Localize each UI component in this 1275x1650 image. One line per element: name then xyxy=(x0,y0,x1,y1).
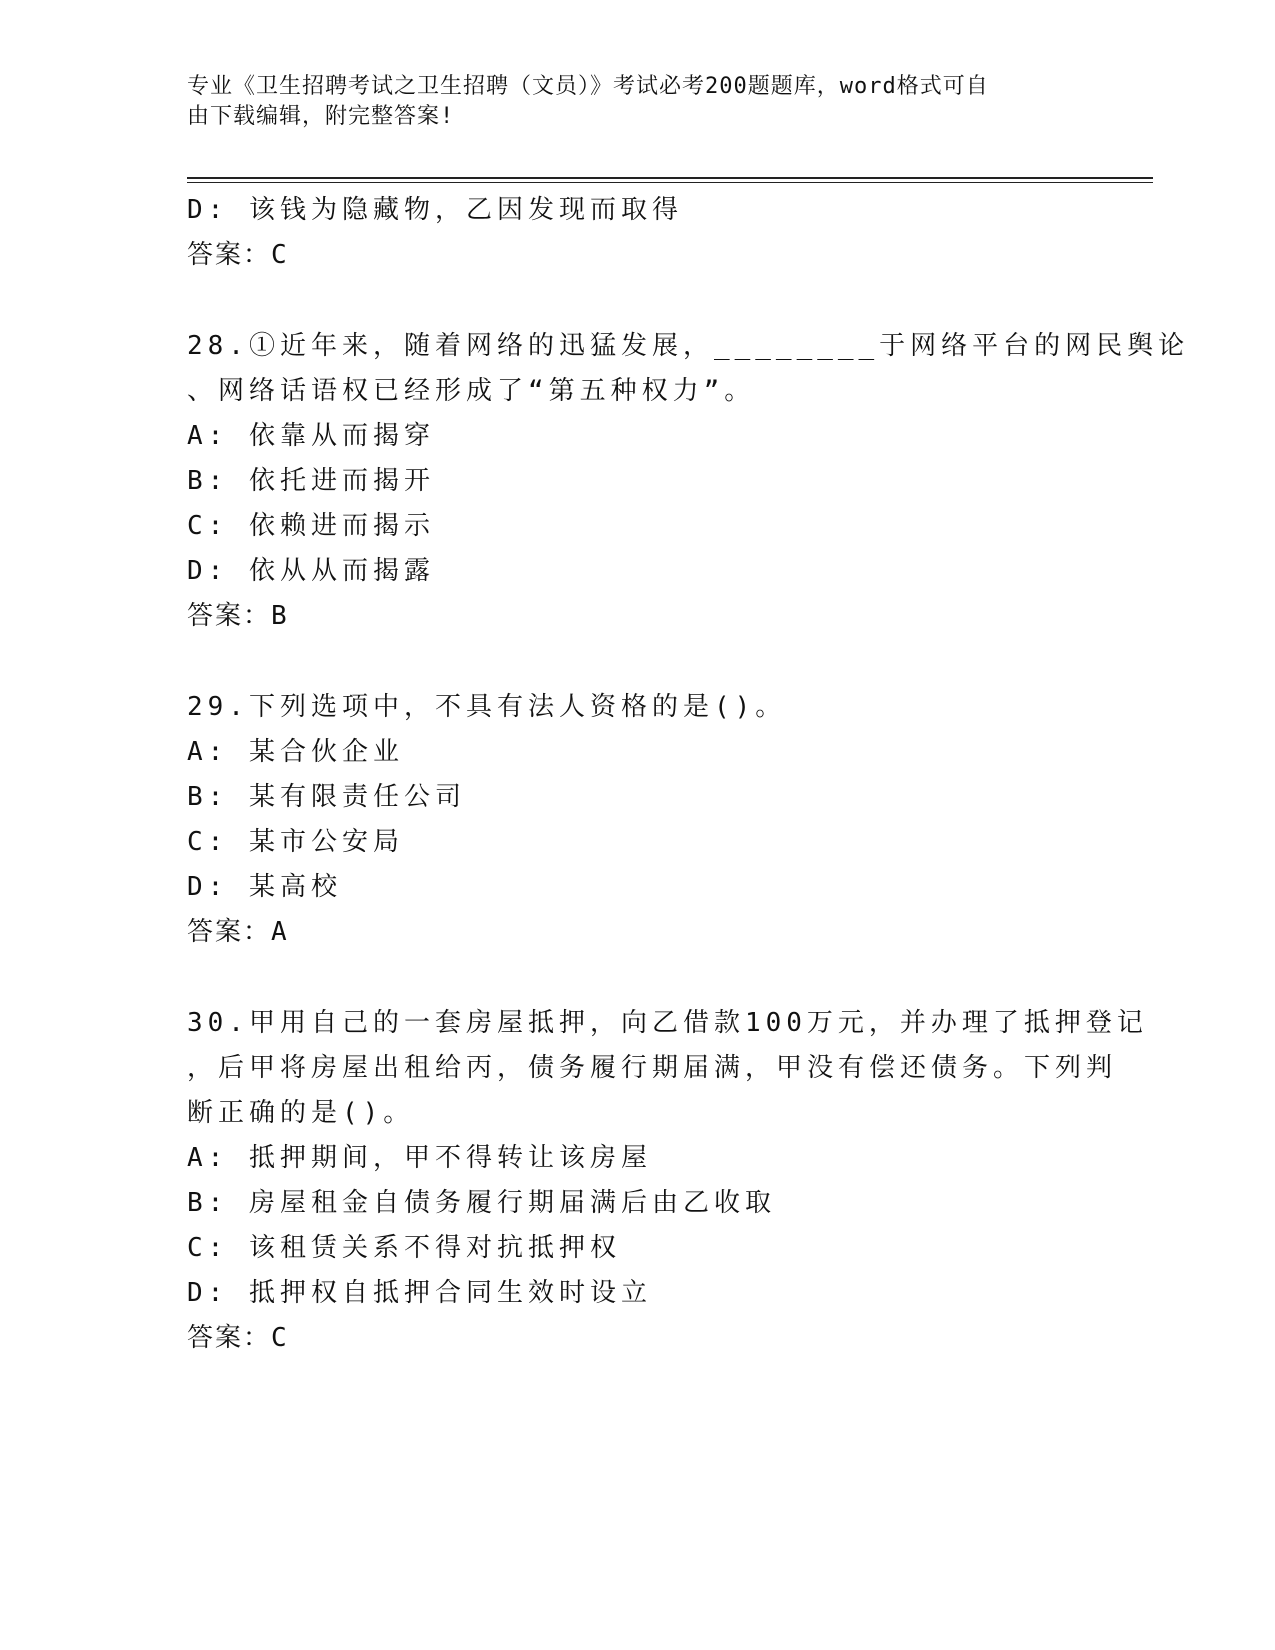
prev-answer: 答案：C xyxy=(187,240,289,270)
question-stem-line: 29.下列选项中，不具有法人资格的是()。 xyxy=(187,692,787,722)
header-line-2: 由下载编辑，附完整答案! xyxy=(187,104,455,129)
question-28 xyxy=(187,324,1190,639)
question-content xyxy=(187,188,1190,1361)
option-a: A: 某合伙企业 xyxy=(187,737,404,767)
answer: 答案：A xyxy=(187,917,289,947)
header-rule-thin xyxy=(187,182,1153,183)
question-30 xyxy=(187,1001,1153,1361)
question-stem-line: 30.甲用自己的一套房屋抵押，向乙借款100万元，并办理了抵押登记 xyxy=(187,1008,1148,1038)
question-stem-line: 断正确的是()。 xyxy=(187,1098,415,1128)
option-c: C: 该租赁关系不得对抗抵押权 xyxy=(187,1233,621,1263)
option-c: C: 依赖进而揭示 xyxy=(187,511,435,541)
spacer xyxy=(187,955,1153,1001)
header-rule-thick xyxy=(187,177,1153,179)
question-stem-line: ，后甲将房屋出租给丙，债务履行期届满，甲没有偿还债务。下列判 xyxy=(187,1053,1118,1083)
option-d: D: 依从从而揭露 xyxy=(187,556,435,586)
answer: 答案：B xyxy=(187,601,289,631)
question-29 xyxy=(187,685,1153,955)
question-stem-line: 、网络话语权已经形成了“第五种权力”。 xyxy=(187,376,756,406)
option-b: B: 某有限责任公司 xyxy=(187,782,466,812)
option-a: A: 抵押期间，甲不得转让该房屋 xyxy=(187,1143,652,1173)
spacer xyxy=(187,278,1153,324)
page-header xyxy=(187,72,1087,132)
option-b: B: 依托进而揭开 xyxy=(187,466,435,496)
answer: 答案：C xyxy=(187,1323,289,1353)
question-stem-line: 28.①近年来，随着网络的迅猛发展，________于网络平台的网民舆论 xyxy=(187,331,1190,361)
option-b: B: 房屋租金自债务履行期届满后由乙收取 xyxy=(187,1188,776,1218)
option-c: C: 某市公安局 xyxy=(187,827,404,857)
prev-option-d: D: 该钱为隐藏物，乙因发现而取得 xyxy=(187,195,683,225)
spacer xyxy=(187,639,1153,685)
option-d: D: 抵押权自抵押合同生效时设立 xyxy=(187,1278,652,1308)
header-line-1: 专业《卫生招聘考试之卫生招聘（文员）》考试必考200题题库，word格式可自 xyxy=(187,74,989,99)
option-a: A: 依靠从而揭穿 xyxy=(187,421,435,451)
option-d: D: 某高校 xyxy=(187,872,342,902)
